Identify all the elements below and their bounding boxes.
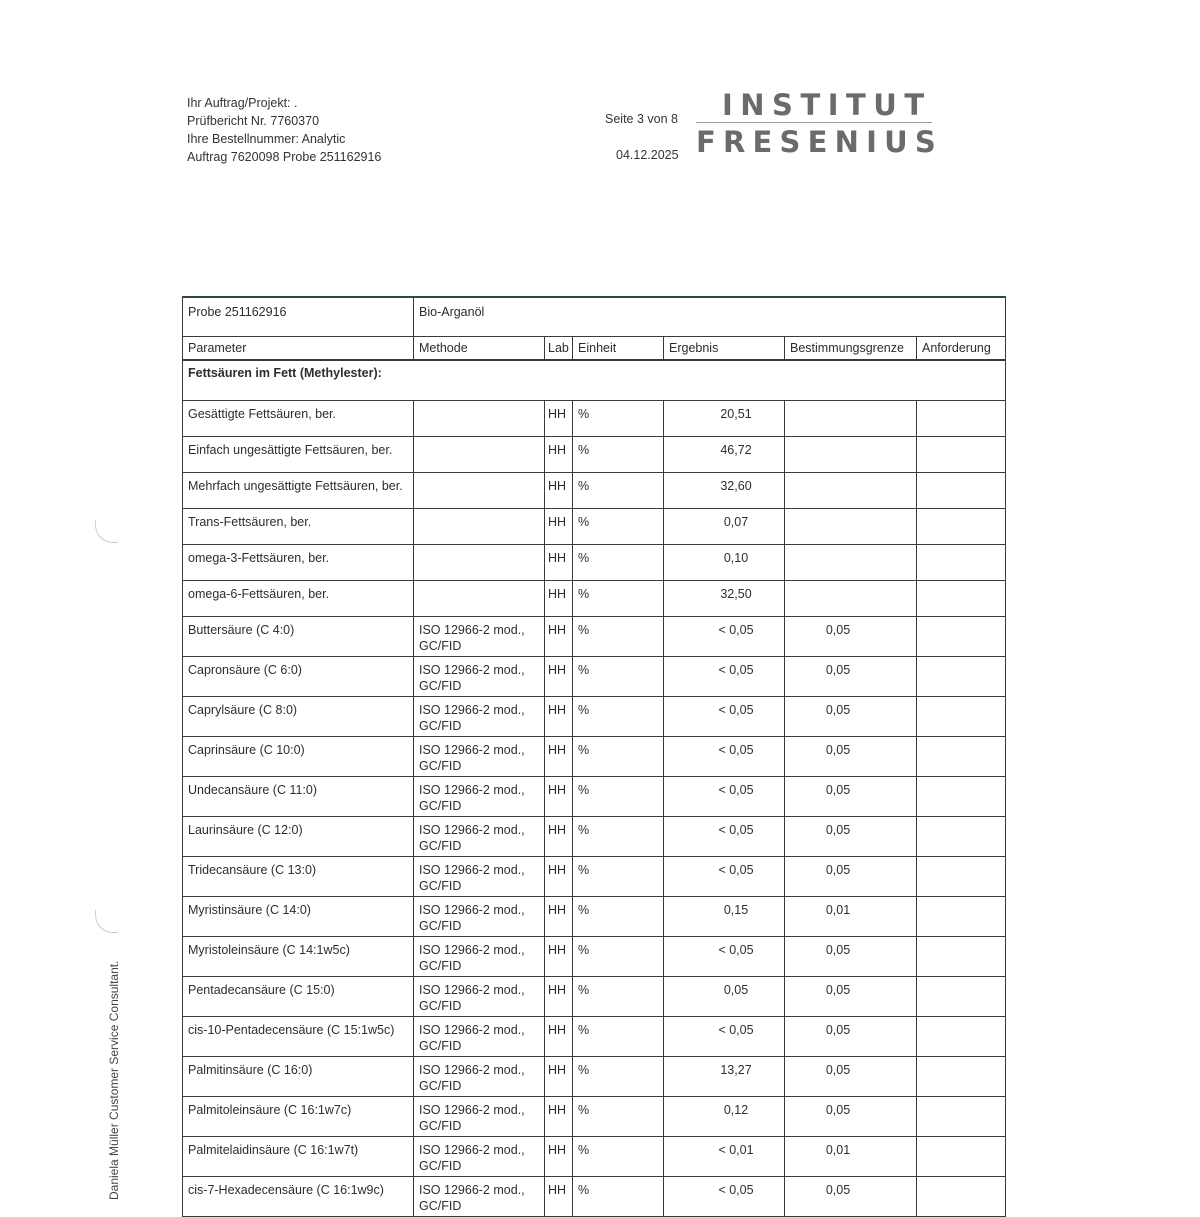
parameter-cell: Capronsäure (C 6:0) [183,657,414,697]
table-row [183,697,1006,737]
parameter-cell: cis-7-Hexadecensäure (C 16:1w9c) [183,1177,414,1217]
method-cell [414,437,545,473]
limit-cell: 0,05 [785,977,917,1017]
unit-cell: % [573,1057,664,1097]
method-cell [414,897,545,937]
report-header-info [187,95,381,166]
result-cell: < 0,05 [664,1177,785,1217]
requirement-cell [917,657,1006,697]
requirement-cell [917,737,1006,777]
method-cell [414,857,545,897]
limit-cell: 0,05 [785,937,917,977]
lab-cell: HH [545,1097,573,1137]
method-cell [414,937,545,977]
project-line: Ihr Auftrag/Projekt: . [187,96,298,110]
method-line-2: GC/FID [419,678,462,693]
result-cell: < 0,05 [664,857,785,897]
method-cell [414,1057,545,1097]
parameter-cell: Palmitinsäure (C 16:0) [183,1057,414,1097]
parameter-cell: Laurinsäure (C 12:0) [183,817,414,857]
result-cell: < 0,05 [664,617,785,657]
method-line-2: GC/FID [419,838,462,853]
parameter-cell: omega-6-Fettsäuren, ber. [183,581,414,617]
result-cell: < 0,05 [664,817,785,857]
limit-cell: 0,05 [785,817,917,857]
table-row [183,737,1006,777]
limit-cell: 0,01 [785,1137,917,1177]
requirement-cell [917,777,1006,817]
lab-cell: HH [545,1057,573,1097]
limit-cell: 0,05 [785,1017,917,1057]
result-cell: < 0,05 [664,697,785,737]
table-row [183,617,1006,657]
method-line-2: GC/FID [419,1198,462,1213]
method-line-1: ISO 12966-2 mod., [419,663,525,677]
unit-cell: % [573,1017,664,1057]
table-row [183,437,1006,473]
requirement-cell [917,437,1006,473]
parameter-cell: omega-3-Fettsäuren, ber. [183,545,414,581]
unit-cell: % [573,545,664,581]
requirement-cell [917,897,1006,937]
method-line-1: ISO 12966-2 mod., [419,623,525,637]
method-line-2: GC/FID [419,958,462,973]
result-cell: 0,07 [664,509,785,545]
unit-cell: % [573,697,664,737]
limit-cell: 0,05 [785,777,917,817]
parameter-cell: Caprylsäure (C 8:0) [183,697,414,737]
method-line-1: ISO 12966-2 mod., [419,783,525,797]
method-line-1: ISO 12966-2 mod., [419,983,525,997]
lab-cell: HH [545,509,573,545]
method-cell [414,1177,545,1217]
result-cell: 32,60 [664,473,785,509]
col-header-limit: Bestimmungsgrenze [785,337,917,361]
section-title: Fettsäuren im Fett (Methylester): [183,360,1006,401]
col-header-lab: Lab [545,337,573,361]
requirement-cell [917,817,1006,857]
punch-hole-mark [95,520,118,543]
unit-cell: % [573,737,664,777]
parameter-cell: Palmitoleinsäure (C 16:1w7c) [183,1097,414,1137]
lab-cell: HH [545,857,573,897]
institut-fresenius-logo [696,88,943,159]
limit-cell [785,473,917,509]
result-cell: 0,12 [664,1097,785,1137]
method-line-2: GC/FID [419,1118,462,1133]
method-line-2: GC/FID [419,758,462,773]
unit-cell: % [573,401,664,437]
lab-cell: HH [545,401,573,437]
result-cell: 32,50 [664,581,785,617]
limit-cell: 0,05 [785,1097,917,1137]
parameter-cell: Mehrfach ungesättigte Fettsäuren, ber. [183,473,414,509]
unit-cell: % [573,817,664,857]
result-cell: < 0,05 [664,1017,785,1057]
lab-cell: HH [545,697,573,737]
method-cell [414,1097,545,1137]
method-cell [414,545,545,581]
parameter-cell: Palmitelaidinsäure (C 16:1w7t) [183,1137,414,1177]
parameter-cell: Caprinsäure (C 10:0) [183,737,414,777]
requirement-cell [917,1097,1006,1137]
result-cell: < 0,05 [664,737,785,777]
method-cell [414,697,545,737]
requirement-cell [917,509,1006,545]
method-line-2: GC/FID [419,798,462,813]
requirement-cell [917,545,1006,581]
result-cell: 20,51 [664,401,785,437]
method-line-2: GC/FID [419,1158,462,1173]
method-cell [414,1137,545,1177]
unit-cell: % [573,509,664,545]
lab-cell: HH [545,473,573,509]
limit-cell: 0,05 [785,617,917,657]
limit-cell [785,545,917,581]
sample-name: Bio-Arganöl [414,297,1006,337]
limit-cell: 0,01 [785,897,917,937]
table-row [183,1137,1006,1177]
lab-cell: HH [545,657,573,697]
result-cell: 13,27 [664,1057,785,1097]
lab-cell: HH [545,817,573,857]
parameter-cell: Gesättigte Fettsäuren, ber. [183,401,414,437]
lab-cell: HH [545,977,573,1017]
method-line-1: ISO 12966-2 mod., [419,1143,525,1157]
method-line-2: GC/FID [419,638,462,653]
parameter-cell: Myristoleinsäure (C 14:1w5c) [183,937,414,977]
lab-cell: HH [545,737,573,777]
col-header-parameter: Parameter [183,337,414,361]
method-cell [414,977,545,1017]
unit-cell: % [573,977,664,1017]
method-line-1: ISO 12966-2 mod., [419,1063,525,1077]
table-row [183,817,1006,857]
requirement-cell [917,617,1006,657]
lab-cell: HH [545,617,573,657]
method-line-1: ISO 12966-2 mod., [419,863,525,877]
table-row [183,1057,1006,1097]
col-header-result: Ergebnis [664,337,785,361]
result-cell: 0,10 [664,545,785,581]
limit-cell: 0,05 [785,1177,917,1217]
method-cell [414,777,545,817]
page-number: Seite 3 von 8 [605,112,678,126]
method-line-1: ISO 12966-2 mod., [419,1183,525,1197]
sample-row [183,297,1006,337]
table-row [183,401,1006,437]
order-number: Ihre Bestellnummer: Analytic [187,132,346,146]
requirement-cell [917,1137,1006,1177]
result-cell: < 0,05 [664,777,785,817]
section-row [183,360,1006,401]
requirement-cell [917,937,1006,977]
unit-cell: % [573,897,664,937]
method-line-1: ISO 12966-2 mod., [419,1023,525,1037]
method-line-2: GC/FID [419,1038,462,1053]
table-row [183,937,1006,977]
lab-cell: HH [545,1017,573,1057]
table-row [183,1177,1006,1217]
table-row [183,473,1006,509]
lab-cell: HH [545,545,573,581]
result-cell: 0,15 [664,897,785,937]
report-date: 04.12.2025 [616,148,679,162]
col-header-method: Methode [414,337,545,361]
method-cell [414,737,545,777]
method-cell [414,473,545,509]
lab-cell: HH [545,1177,573,1217]
method-line-2: GC/FID [419,1078,462,1093]
limit-cell: 0,05 [785,1057,917,1097]
parameter-cell: Pentadecansäure (C 15:0) [183,977,414,1017]
unit-cell: % [573,1097,664,1137]
method-line-2: GC/FID [419,878,462,893]
table-row [183,509,1006,545]
method-cell [414,617,545,657]
unit-cell: % [573,937,664,977]
unit-cell: % [573,473,664,509]
requirement-cell [917,581,1006,617]
method-line-1: ISO 12966-2 mod., [419,743,525,757]
table-row [183,897,1006,937]
logo-divider [696,122,932,123]
lab-cell: HH [545,777,573,817]
lab-cell: HH [545,937,573,977]
method-cell [414,401,545,437]
method-line-1: ISO 12966-2 mod., [419,943,525,957]
method-line-1: ISO 12966-2 mod., [419,823,525,837]
parameter-cell: Trans-Fettsäuren, ber. [183,509,414,545]
table-row [183,777,1006,817]
table-row [183,1017,1006,1057]
logo-line-1: INSTITUT [722,88,932,122]
unit-cell: % [573,617,664,657]
limit-cell [785,581,917,617]
requirement-cell [917,1017,1006,1057]
lab-cell: HH [545,897,573,937]
table-row [183,1097,1006,1137]
unit-cell: % [573,581,664,617]
parameter-cell: cis-10-Pentadecensäure (C 15:1w5c) [183,1017,414,1057]
side-note: Daniela Müller Customer Service Consultant. [107,960,121,1200]
unit-cell: % [573,437,664,473]
table-row [183,857,1006,897]
punch-hole-mark [95,910,118,933]
method-line-2: GC/FID [419,918,462,933]
parameter-cell: Undecansäure (C 11:0) [183,777,414,817]
table-row [183,545,1006,581]
unit-cell: % [573,657,664,697]
col-header-unit: Einheit [573,337,664,361]
result-cell: < 0,05 [664,937,785,977]
limit-cell [785,509,917,545]
method-cell [414,1017,545,1057]
requirement-cell [917,1057,1006,1097]
method-cell [414,509,545,545]
parameter-cell: Myristinsäure (C 14:0) [183,897,414,937]
results-table [182,296,1006,1217]
limit-cell: 0,05 [785,737,917,777]
order-sample-line: Auftrag 7620098 Probe 251162916 [187,149,382,164]
result-cell: 0,05 [664,977,785,1017]
requirement-cell [917,401,1006,437]
method-line-1: ISO 12966-2 mod., [419,703,525,717]
limit-cell: 0,05 [785,657,917,697]
lab-cell: HH [545,1137,573,1177]
result-cell: < 0,01 [664,1137,785,1177]
sample-label: Probe 251162916 [183,297,414,337]
method-cell [414,817,545,857]
method-line-2: GC/FID [419,718,462,733]
result-cell: 46,72 [664,437,785,473]
col-header-requirement: Anforderung [917,337,1006,361]
limit-cell [785,401,917,437]
unit-cell: % [573,1177,664,1217]
method-line-1: ISO 12966-2 mod., [419,903,525,917]
parameter-cell: Einfach ungesättigte Fettsäuren, ber. [183,437,414,473]
requirement-cell [917,1177,1006,1217]
table-row [183,977,1006,1017]
parameter-cell: Buttersäure (C 4:0) [183,617,414,657]
column-header-row [183,337,1006,361]
requirement-cell [917,473,1006,509]
table-row [183,657,1006,697]
limit-cell [785,437,917,473]
unit-cell: % [573,777,664,817]
unit-cell: % [573,1137,664,1177]
requirement-cell [917,697,1006,737]
requirement-cell [917,857,1006,897]
method-cell [414,581,545,617]
report-number: Prüfbericht Nr. 7760370 [187,113,320,128]
method-line-2: GC/FID [419,998,462,1013]
logo-line-2: FRESENIUS [696,125,943,159]
result-cell: < 0,05 [664,657,785,697]
limit-cell: 0,05 [785,697,917,737]
lab-cell: HH [545,437,573,473]
limit-cell: 0,05 [785,857,917,897]
requirement-cell [917,977,1006,1017]
unit-cell: % [573,857,664,897]
lab-cell: HH [545,581,573,617]
method-cell [414,657,545,697]
parameter-cell: Tridecansäure (C 13:0) [183,857,414,897]
table-row [183,581,1006,617]
method-line-1: ISO 12966-2 mod., [419,1103,525,1117]
